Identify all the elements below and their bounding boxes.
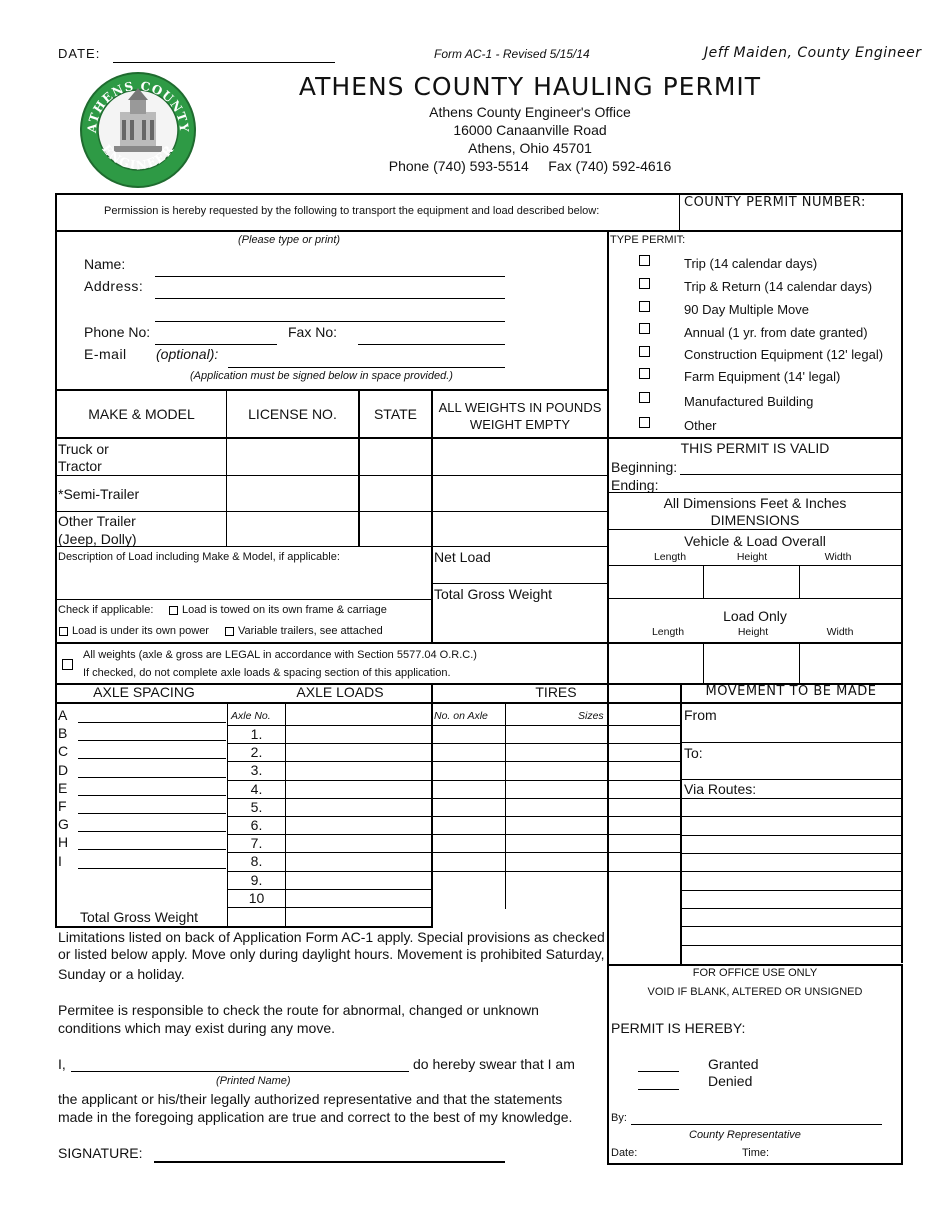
other-checkbox[interactable]	[639, 417, 650, 428]
annual-checkbox[interactable]	[639, 323, 650, 334]
sizes-header: Sizes	[578, 710, 604, 722]
manufactured-checkbox[interactable]	[639, 392, 650, 403]
farm-option: Farm Equipment (14' legal)	[684, 369, 841, 384]
axle-row-line	[227, 907, 432, 908]
email-field[interactable]	[228, 367, 505, 368]
axle-letter-b: B	[58, 725, 68, 742]
swear-i-label: I,	[58, 1056, 66, 1072]
axle-spacing-field-e[interactable]	[78, 795, 226, 796]
axle-row-line	[227, 852, 680, 853]
overall-length-label: Length	[653, 551, 687, 563]
trip-return-option: Trip & Return (14 calendar days)	[684, 279, 873, 294]
phone-field[interactable]	[155, 344, 277, 345]
via-route-field[interactable]	[680, 835, 902, 836]
office-city: Athens, Ohio 45701	[468, 140, 592, 156]
address-label: Address:	[84, 278, 144, 294]
name-field[interactable]	[155, 276, 505, 277]
via-route-field[interactable]	[680, 908, 902, 909]
load-width-label: Width	[826, 626, 854, 638]
axle-spacing-field-h[interactable]	[78, 849, 226, 850]
via-route-field[interactable]	[680, 890, 902, 891]
load-height-label: Height	[737, 626, 769, 638]
axle-number-7: 7.	[250, 835, 263, 852]
granted-label: Granted	[708, 1056, 759, 1072]
overall-height-label: Height	[736, 551, 768, 563]
terms-line-7: made in the foregoing application are true and correct to the best of my knowledge.	[58, 1109, 573, 1125]
other-option: Other	[684, 418, 717, 433]
own-power-checkbox[interactable]	[59, 627, 68, 636]
type-print-note: (Please type or print)	[238, 234, 341, 246]
to-label: To:	[684, 745, 703, 761]
printed-name-field[interactable]	[71, 1071, 409, 1072]
permit-valid-title: THIS PERMIT IS VALID	[680, 440, 830, 456]
via-routes-label: Via Routes:	[684, 781, 757, 797]
axle-letter-c: C	[58, 743, 69, 760]
printed-name-note: (Printed Name)	[216, 1075, 291, 1087]
load-only-label: Load Only	[723, 608, 787, 624]
signature-label: SIGNATURE:	[58, 1145, 143, 1161]
date-label: DATE:	[58, 46, 101, 61]
license-header: LICENSE NO.	[248, 406, 337, 422]
legal-weights-line1: All weights (axle & gross are LEGAL in accordance with Section 5577.04 O.R.C.)	[83, 649, 477, 661]
axle-spacing-field-c[interactable]	[78, 758, 226, 759]
axle-spacing-field-b[interactable]	[78, 740, 226, 741]
axle-number-5: 5.	[250, 798, 263, 815]
terms-line-3: Sunday or a holiday.	[58, 966, 185, 982]
by-field[interactable]	[631, 1124, 882, 1125]
terms-line-5: conditions which may exist during any move.	[58, 1020, 336, 1036]
axle-spacing-field-g[interactable]	[78, 831, 226, 832]
axle-loads-title: AXLE LOADS	[296, 684, 384, 700]
beginning-field[interactable]	[680, 474, 902, 475]
fax-label: Fax No:	[288, 324, 338, 340]
tires-title: TIRES	[535, 684, 577, 700]
permit-number-label: COUNTY PERMIT NUMBER:	[684, 195, 866, 210]
legal-weights-line2: If checked, do not complete axle loads & spacing section of this application.	[83, 667, 451, 679]
weight-empty-header: WEIGHT EMPTY	[469, 417, 571, 432]
axle-letter-h: H	[58, 834, 69, 851]
axle-number-8: 8.	[250, 853, 263, 870]
axle-letter-g: G	[58, 816, 69, 833]
load-length-label: Length	[651, 626, 685, 638]
permission-text: Permission is hereby requested by the following to transport the equipment and load described below:	[104, 205, 600, 217]
make-model-header: MAKE & MODEL	[88, 406, 195, 422]
manufactured-option: Manufactured Building	[684, 394, 814, 409]
trip-return-checkbox[interactable]	[639, 278, 650, 289]
county-engineer-seal	[74, 70, 202, 188]
axle-number-3: 3.	[250, 762, 263, 779]
denied-label: Denied	[708, 1073, 753, 1089]
via-route-field[interactable]	[680, 816, 902, 817]
check-applicable-label: Check if applicable:	[58, 604, 154, 616]
axle-letter-f: F	[58, 798, 67, 814]
all-weights-header: ALL WEIGHTS IN POUNDS	[438, 400, 602, 415]
denied-field[interactable]	[638, 1089, 679, 1090]
seal-bottom-text: ENGINEER	[99, 141, 177, 173]
axle-letter-i: I	[58, 852, 62, 869]
axle-row-line	[227, 761, 680, 762]
terms-line-1: Limitations listed on back of Application Form AC-1 apply. Special provisions as checked	[58, 929, 605, 945]
dimensions-title: DIMENSIONS	[710, 512, 800, 528]
address-field-1[interactable]	[155, 298, 505, 299]
engineer-name: Jeff Maiden, County Engineer	[704, 45, 922, 61]
axle-row-line	[227, 871, 680, 872]
no-on-axle-header: No. on Axle	[434, 710, 488, 722]
axle-row-line	[227, 725, 680, 726]
ending-label: Ending:	[611, 477, 659, 493]
overall-label: Vehicle & Load Overall	[684, 533, 826, 549]
permit-hereby-label: PERMIT IS HEREBY:	[611, 1020, 746, 1036]
office-date-label: Date:	[611, 1147, 638, 1159]
form-code: Form AC-1 - Revised 5/15/14	[434, 47, 590, 61]
axle-row-line	[227, 816, 680, 817]
axle-row-line	[227, 798, 680, 799]
axle-number-6: 6.	[250, 817, 263, 833]
axle-number-4: 4.	[250, 780, 263, 797]
construction-option: Construction Equipment (12' legal)	[684, 347, 884, 362]
axle-number-10: 10	[248, 889, 265, 906]
terms-line-6: the applicant or his/their legally authorized representative and that the statements	[58, 1091, 563, 1107]
county-rep-label: County Representative	[689, 1129, 801, 1141]
axle-spacing-field-a[interactable]	[78, 722, 226, 723]
axle-row-line	[227, 834, 680, 835]
multiple-move-checkbox[interactable]	[639, 301, 650, 312]
axle-letter-e: E	[58, 779, 68, 796]
name-label: Name:	[84, 256, 126, 272]
axle-spacing-field-i[interactable]	[78, 868, 226, 869]
tractor-label: Tractor	[58, 458, 102, 474]
trip-checkbox[interactable]	[639, 255, 650, 266]
net-load-label: Net Load	[434, 549, 491, 565]
movement-title: MOVEMENT TO BE MADE	[705, 684, 877, 699]
own-power-option: Load is under its own power	[72, 625, 209, 637]
semi-trailer-label: *Semi-Trailer	[58, 486, 140, 502]
annual-option: Annual (1 yr. from date granted)	[684, 325, 868, 340]
axle-row-line	[227, 743, 680, 744]
axle-total-gross-label: Total Gross Weight	[80, 909, 199, 925]
towed-checkbox[interactable]	[169, 606, 178, 615]
legal-weights-checkbox[interactable]	[62, 659, 73, 670]
page-title: ATHENS COUNTY HAULING PERMIT	[298, 72, 762, 101]
other-trailer-label: Other Trailer	[58, 513, 136, 529]
overall-width-label: Width	[824, 551, 852, 563]
jeep-dolly-label: (Jeep, Dolly)	[58, 531, 137, 547]
axle-number-1: 1.	[250, 726, 263, 742]
via-route-field[interactable]	[680, 926, 902, 927]
axle-row-line	[227, 780, 680, 781]
variable-trailers-option: Variable trailers, see attached	[238, 625, 383, 637]
date-field[interactable]	[113, 62, 335, 63]
office-time-label: Time:	[742, 1147, 770, 1159]
office-use-title: FOR OFFICE USE ONLY	[692, 967, 818, 979]
axle-spacing-field-f[interactable]	[78, 813, 226, 814]
by-label: By:	[611, 1112, 627, 1124]
office-phone-fax: Phone (740) 593-5514 Fax (740) 592-4616	[388, 158, 672, 174]
state-header: STATE	[373, 406, 418, 422]
swear-label: do hereby swear that I am	[413, 1056, 575, 1072]
load-description-label: Description of Load including Make & Model, if applicable:	[58, 551, 340, 563]
terms-line-2: or listed below apply. Move only during daylight hours. Movement is prohibited Saturday,	[58, 946, 605, 962]
axle-spacing-field-d[interactable]	[78, 777, 226, 778]
axle-number-2: 2.	[250, 744, 263, 761]
via-route-field[interactable]	[680, 853, 902, 854]
sign-note: (Application must be signed below in space provided.)	[190, 370, 453, 382]
type-permit-label: TYPE PERMIT:	[610, 234, 686, 246]
address-field-2[interactable]	[155, 321, 505, 322]
variable-trailers-checkbox[interactable]	[225, 627, 234, 636]
multiple-move-option: 90 Day Multiple Move	[684, 302, 809, 317]
seal-top-text: ATHENS COUNTY	[84, 78, 192, 134]
axle-letter-a: A	[58, 707, 68, 723]
dimensions-note: All Dimensions Feet & Inches	[663, 495, 847, 511]
email-optional-label: (optional):	[156, 346, 219, 362]
construction-checkbox[interactable]	[639, 346, 650, 357]
via-route-field[interactable]	[680, 798, 902, 799]
trip-option: Trip (14 calendar days)	[684, 256, 818, 271]
farm-checkbox[interactable]	[639, 368, 650, 379]
via-route-field[interactable]	[680, 945, 902, 946]
axle-spacing-title: AXLE SPACING	[93, 684, 195, 700]
office-street: 16000 Canaanville Road	[453, 122, 607, 138]
void-note: VOID IF BLANK, ALTERED OR UNSIGNED	[647, 986, 863, 998]
fax-field[interactable]	[358, 344, 505, 345]
axle-no-header: Axle No.	[231, 710, 271, 722]
signature-field[interactable]	[154, 1161, 505, 1163]
granted-field[interactable]	[638, 1071, 679, 1072]
total-gross-label: Total Gross Weight	[434, 586, 553, 602]
from-label: From	[684, 707, 717, 723]
terms-line-4: Permitee is responsible to check the route for abnormal, changed or unknown	[58, 1002, 539, 1018]
phone-label: Phone No:	[84, 324, 151, 340]
axle-number-9: 9.	[250, 871, 263, 888]
axle-letter-d: D	[58, 761, 69, 778]
truck-label: Truck or	[58, 441, 109, 457]
office-name: Athens County Engineer's Office	[429, 104, 631, 120]
email-label: E-mail	[84, 346, 127, 362]
beginning-label: Beginning:	[611, 459, 678, 475]
towed-option: Load is towed on its own frame & carriage	[182, 604, 387, 616]
via-route-field[interactable]	[680, 871, 902, 872]
